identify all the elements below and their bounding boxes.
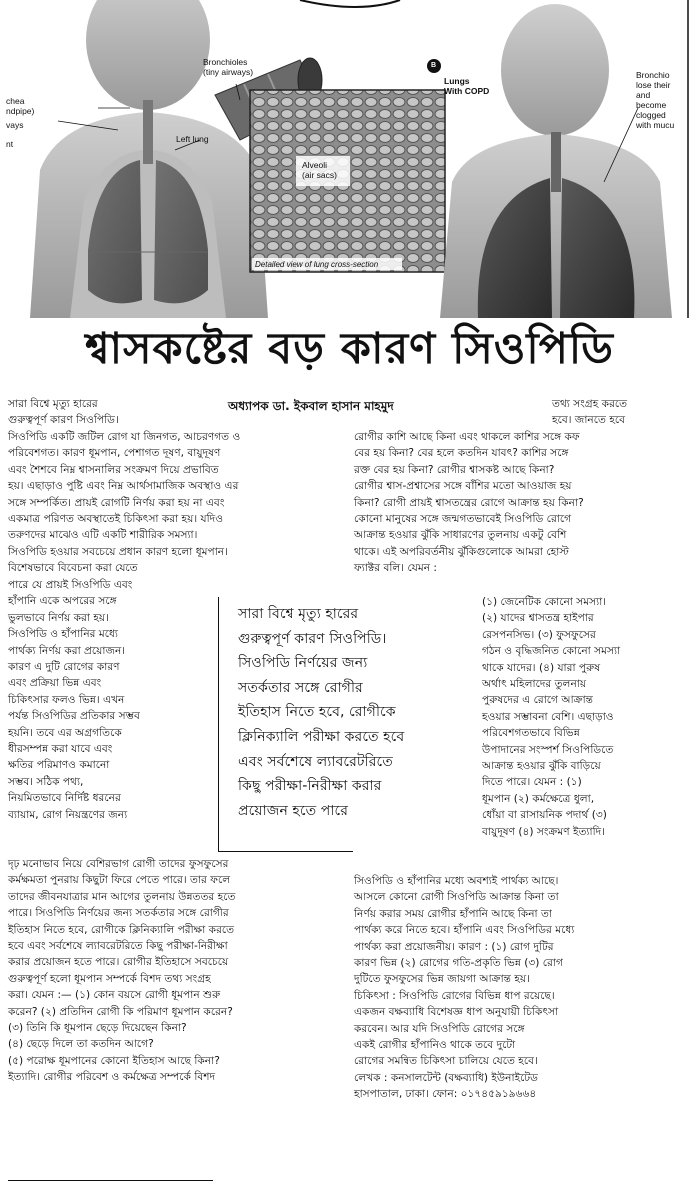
pull-quote-text: সারা বিশ্বে মৃত্যু হারের গুরুত্বপূর্ণ কারণ সিওপিডি। সিওপিডি নির্ণয়ের জন্য সতর্কতার সঙ্গে রোগীর ইতিহাস নিতে হবে, রোগীকে ক্লিনিক্যালি পরীক্ষা করতে হবে এবং সর্বশেষে ল্যাবরেটরিতে কিছু পরীক্ষা-নিরীক্ষা করার প্রয়োজন হতে পারে: [238, 606, 405, 819]
col2-top-right-text: তথ্য সংগ্রহ করতে হবে। জানতে হবে: [552, 398, 628, 427]
lung-illustration: [0, 0, 699, 318]
col2-paragraph: [354, 429, 694, 577]
col1-bottom: [8, 856, 353, 1086]
col1-top-text: সারা বিশ্বে মৃত্যু হারের গুরুত্বপূর্ণ কারণ সিওপিডি।: [8, 398, 119, 427]
col2-top-right: [552, 396, 692, 429]
label-bronchi-right: Bronchio lose their and become clogged with mucu: [636, 70, 675, 130]
headline: শ্বাসকষ্টের বড় কারণ সিওপিডি: [85, 324, 614, 374]
col2-middle: [482, 594, 694, 840]
label-nt: nt: [6, 139, 14, 149]
full-paragraph: [8, 429, 348, 577]
col2-bottom-text: সিওপিডি ও হাঁপানির মধ্যে অবশ্যই পার্থক্য আছে। আসলে কোনো রোগী সিওপিডি আক্রান্ত কিনা তা নির্ণয় করার সময় রোগীর হাঁপানি আছে কিনা তা পার্থক্য করে নিতে হবে। হাঁপানি এবং সিওপিডির মধ্যে পার্থক্য করা প্রয়োজনীয়। কারণ : (১) রোগ দুটির কারণ ভিন্ন (২) রোগের গতি-প্রকৃতি ভিন্ন (৩) রোগ দুটিতে ফুসফুসের ভিন্ন জায়গা আক্রান্ত হয়। চিকিৎসা : সিওপিডি রোগের বিভিন্ন ধাপ রয়েছে। একজন বক্ষব্যাধি বিশেষজ্ঞ ধাপ অনুযায়ী চিকিৎসা করবেন। আর যদি সিওপিডি রোগের সঙ্গে একই রোগীর হাঁপানিও থাকে তবে দুটো রোগের সমন্বিত চিকিৎসা চালিয়ে যেতে হবে। লেখক : কনসালটেন্ট (বক্ষব্যাধি) ইউনাইটেড হাসপাতাল, ঢাকা। ফোন: ০১৭৪৫৯১৯৬৬৪: [354, 875, 575, 1101]
col1-middle: [8, 577, 220, 823]
pull-quote: [238, 602, 463, 823]
label-airways: vays: [6, 120, 24, 130]
footer-rule: [8, 1180, 213, 1181]
col2-paragraph-text: রোগীর কাশি আছে কিনা এবং থাকলে কাশির সঙ্গে কফ বের হয় কিনা? বের হলে কতদিন যাবৎ? কাশির সঙ্গে রক্ত বের হয় কিনা? রোগীর শ্বাসকষ্ট আছে কিনা? রোগীর শ্বাস-প্রশ্বাসের সঙ্গে বাঁশির মতো আওয়াজ হয় কিনা? রোগী প্রায়ই শ্বাসতন্ত্রের রোগে আক্রান্ত হয় কিনা? কোনো মানুষের সঙ্গে জন্মগতভাবেই সিওপিডি রোগে আক্রান্ত হওয়ার ঝুঁকি সাধারণের তুলনায় একটু বেশি থাকে। এই অপরিবর্তনীয় ঝুঁকিগুলোকে আমরা হোস্ট ফ্যাক্টর বলি। যেমন :: [354, 431, 584, 575]
caption-detail: Detailed view of lung cross-section: [255, 260, 379, 269]
col1-top: [8, 396, 218, 429]
badge-letter: B: [431, 62, 437, 69]
full-paragraph-text: সিওপিডি একটি জটিল রোগ যা জিনগত, আচরণগত ও পরিবেশগত। কারণ ধূমপান, পেশাগত দূষণ, বায়ুদূষণ এবং শৈশবে নিম্ন শ্বাসনালির সংক্রমণ দিয়ে প্রভাবিত হয়। এছাড়াও পুষ্টি এবং নিম্ন আর্থসামাজিক অবস্থাও এর সঙ্গে সম্পর্কিত। প্রায়ই রোগটি নির্ণয় করা হয় না এবং একমাত্র পরিণত অবস্থাতেই চিকিৎসা করা হয়। যদিও তরুণদের মাঝেও এটি একটি শারীরিক সমস্যা। সিওপিডি হওয়ার সবচেয়ে প্রধান কারণ হলো ধূমপান। বিশেষভাবে বিবেচনা করা যেতে: [8, 431, 241, 575]
col2-bottom: [354, 873, 694, 1103]
label-trachea: chea ndpipe): [6, 96, 35, 116]
right-figure: [440, 4, 675, 318]
col2-middle-text: (১) জেনেটিক কোনো সমস্যা। (২) যাদের শ্বাসতন্ত্র হাইপার রেসপনসিভ। (৩) ফুসফুসের গঠন ও বৃদ্ধিজনিত কোনো সমস্যা থাকে যাদের। (৪) যারা পুরুষ অর্থাৎ মহিলাদের তুলনায় পুরুষদের এ রোগে আক্রান্ত হওয়ার সম্ভাবনা বেশি। এছাড়াও পরিবেশগতভাবে বিভিন্ন উপাদানের সংস্পর্শ সিওপিডিতে আক্রান্ত হওয়ার ঝুঁকি বাড়িয়ে দিতে পারে। যেমন : (১) ধূমপান (২) কর্মক্ষেত্রে ধুলা, ধোঁয়া বা রাসায়নিক পদার্থ (৩) বায়ুদূষণ (৪) সংক্রমণ ইত্যাদি।: [482, 596, 621, 838]
left-figure: [30, 0, 268, 318]
byline: অধ্যাপক ডা. ইকবাল হাসান মাহমুদ: [228, 399, 394, 413]
label-bronchioles: Bronchioles (tiny airways): [203, 57, 254, 77]
label-alveoli: Alveoli (air sacs): [302, 160, 337, 180]
label-copd: Lungs With COPD: [444, 76, 490, 96]
label-left-lung: Left lung: [176, 134, 209, 144]
col1-middle-text: পারে যে প্রায়ই সিওপিডি এবং হাঁপানি একে অপরের সঙ্গে ভুলভাবে নির্ণয় করা হয়। সিওপিডি ও হাঁপানির মধ্যে পার্থক্য নির্ণয় করা প্রয়োজন। কারণ এ দুটি রোগের কারণ এবং প্রক্রিয়া ভিন্ন এবং চিকিৎসার ফলও ভিন্ন। এখন পর্যন্ত সিওপিডির প্রতিকার সম্ভব হয়নি। তবে এর অগ্রগতিকে ধীরসম্পন্ন করা যাবে এবং ক্ষতির পরিমাণও কমানো সম্ভব। সঠিক পথ্য, নিয়মিতভাবে নির্দিষ্ট ধরনের ব্যায়াম, রোগ নিয়ন্ত্রণের জন্য: [8, 579, 140, 821]
illustration-graphic: [0, 0, 699, 318]
col1-bottom-text: দৃঢ় মনোভাব নিয়ে বেশিরভাগ রোগী তাদের ফুসফুসের কর্মক্ষমতা পুনরায় কিছুটা ফিরে পেতে পারে। তার ফলে তাদের জীবনযাত্রার মান আগের তুলনায় উন্নততর হতে পারে। সিওপিডি নির্ণয়ের জন্য সতর্কতার সঙ্গে রোগীর ইতিহাস নিতে হবে, রোগীকে ক্লিনিক্যালি পরীক্ষা করতে হবে এবং সর্বশেষে ল্যাবরেটরিতে কিছু পরীক্ষা-নিরীক্ষা করার প্রয়োজন হতে পারে। রোগীর ইতিহাসে সবচেয়ে গুরুত্বপূর্ণ হলো ধূমপান সম্পর্কে বিশদ তথ্য সংগ্রহ করা। যেমন :— (১) কোন বয়সে রোগী ধূমপান শুরু করেন? (২) প্রতিদিন রোগী কি পরিমাণ ধূমপান করেন? (৩) তিনি কি ধূমপান ছেড়ে দিয়েছেন কিনা? (৪) ছেড়ে দিলে তা কতদিন আগে? (৫) পরোক্ষ ধূমপানের কোনো ইতিহাস আছে কিনা? ইত্যাদি। রোগীর পরিবেশ ও কর্মক্ষেত্র সম্পর্কে বিশদ: [8, 858, 236, 1084]
